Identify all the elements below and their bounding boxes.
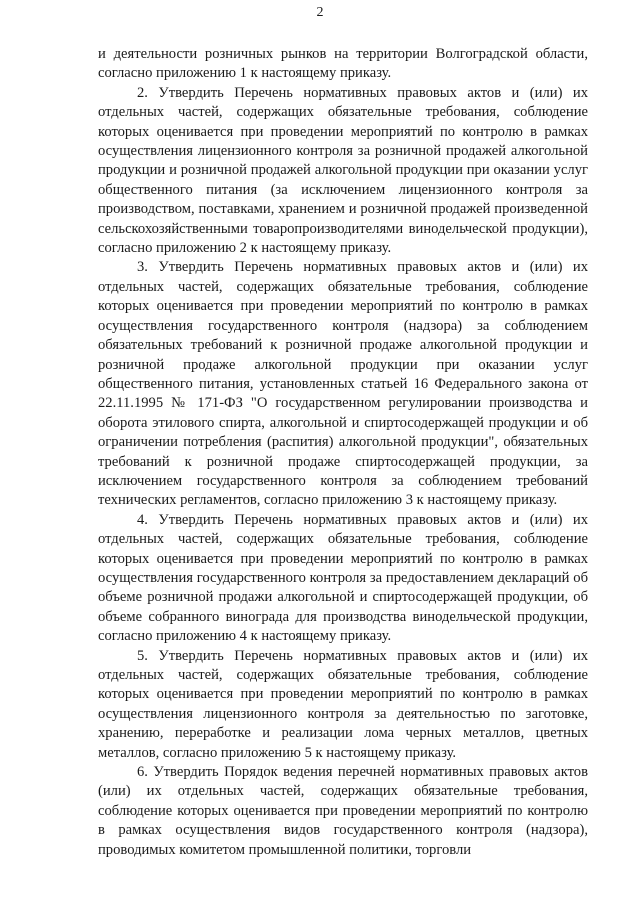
paragraph-continuation: и деятельности розничных рынков на территории Волгоградской области, согласно приложению 1 к настоящему приказу.: [98, 46, 588, 82]
paragraph-item-4: 4. Утвердить Перечень нормативных правовых актов и (или) их отдельных частей, содержащих обязательные требования, соблюдение которых оценивается при проведении мероприятий по контролю в рамках осуществления государственного контроля за предоставлением деклараций об объеме розничной продажи алкогольной и спиртосодержащей продукции, об объеме собранного винограда для производства винодельческой продукции, согласно приложению 4 к настоящему приказу.: [98, 511, 588, 645]
paragraph-item-2: 2. Утвердить Перечень нормативных правовых актов и (или) их отдельных частей, содержащих обязательные требования, соблюдение которых оценивается при проведении мероприятий по контролю в рамках осуществления лицензионного контроля за розничной продажей алкогольной продукции и розничной продажей алкогольной продукции при оказании услуг общественного питания (за исключением лицензионного контроля за производством, поставками, хранением и розничной продажей произведенной сельскохозяйственными товаропроизводителями винодельческой продукции), согласно приложению 2 к настоящему приказу.: [98, 84, 588, 257]
paragraph-item-6: 6. Утвердить Порядок ведения перечней нормативных правовых актов (или) их отдельных частей, содержащих обязательные требования, соблюдение которых оценивается при проведении мероприятий по контролю в рамках осуществления видов государственного контроля (надзора), проводимых комитетом промышленной политики, торговли: [98, 764, 588, 858]
paragraph-item-5: 5. Утвердить Перечень нормативных правовых актов и (или) их отдельных частей, содержащих обязательные требования, соблюдение которых оценивается при проведении мероприятий по контролю в рамках осуществления лицензионного контроля за деятельностью по заготовке, хранению, переработке и реализации лома черных металлов, цветных металлов, согласно приложению 5 к настоящему приказу.: [98, 647, 588, 761]
page-number: 2: [316, 5, 324, 20]
paragraph-item-3: 3. Утвердить Перечень нормативных правовых актов и (или) их отдельных частей, содержащих обязательные требования, соблюдение которых оценивается при проведении мероприятий по контролю в рамках осуществления государственного контроля (надзора) за соблюдением обязательных требований к розничной продаже алкогольной продукции и розничной продаже алкогольной продукции при оказании услуг общественного питания, установленных статьей 16 Федерального закона от 22.11.1995 № 171-ФЗ "О государственном регулировании производства и оборота этилового спирта, алкогольной и спиртосодержащей продукции и об ограничении потребления (распития) алкогольной продукции", обязательных требований к розничной продаже спиртосодержащей продукции, за исключением государственного контроля за соблюдением требований технических регламентов, согласно приложению 3 к настоящему приказу.: [98, 259, 588, 509]
document-body: [98, 45, 588, 860]
